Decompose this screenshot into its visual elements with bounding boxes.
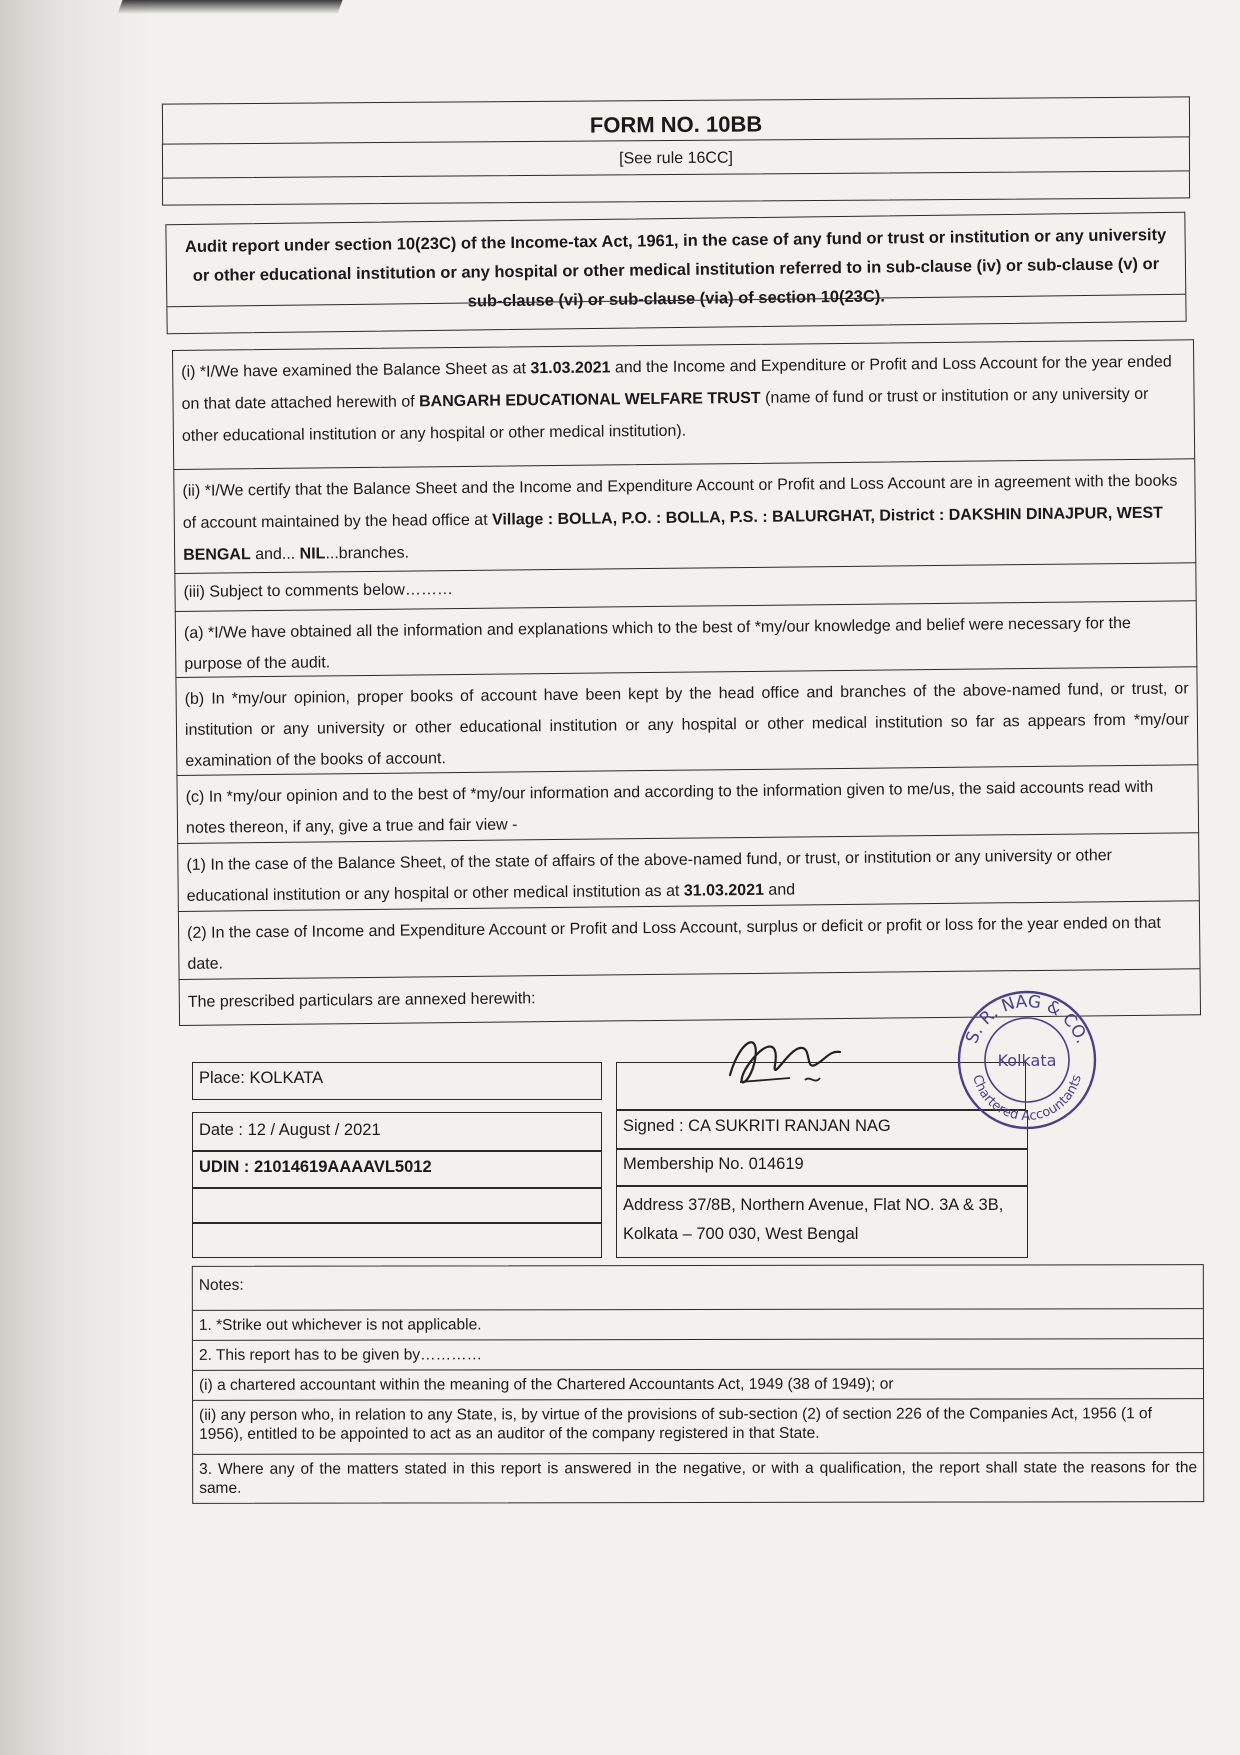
notes-box [192,1264,1204,1504]
head-office-address: Village : BOLLA, P.O. : BOLLA, P.S. : BALURGHAT, District : DAKSHIN DINAJPUR, WEST BENGAL [183,504,1163,564]
trust-name: BANGARH EDUCATIONAL WELFARE TRUST [418,389,761,411]
blank-cell-1 [192,1188,602,1224]
note-2-ii: (ii) any person who, in relation to any State, is, by virtue of the provisions of sub-section (2) of section 226 of the Companies Act, 1956 (1 of 1956), entitled to be appointed to act as an auditor of the company registered in that State. [193,1399,1203,1455]
report-body [172,339,1201,1040]
rule-reference: [See rule 16CC] [619,149,733,168]
para-1: (1) In the case of the Balance Sheet, of the state of affairs of the above-named fund, or trust, or institution or any university or other educational institution or any hospital or other medical institution as at 31.03.2021 and [177,833,1200,912]
branches-count: NIL [299,545,326,563]
page-edge-shadow [0,0,150,1755]
para-i: (i) *I/We have examined the Balance Sheet as at 31.03.2021 and the Income and Expenditure or Profit and Loss Account for the year ended on that date attached herewith of BANGARH EDUCATIONAL WELFARE TRUST (name of fund or trust or institution or any university or other educational institution or any hospital or other medical institution). [172,339,1195,470]
balance-sheet-date: 31.03.2021 [530,359,611,378]
para-a: (a) *I/We have obtained all the information and explanations which to the best of *my/our knowledge and belief were necessary for the purpose of the audit. [175,601,1198,678]
place-cell: Place: KOLKATA [192,1062,602,1100]
blank-cell-2 [192,1222,602,1258]
stamp-city: Kolkata [997,1051,1057,1070]
note-3: 3. Where any of the matters stated in this report is answered in the negative, or with a qualification, the report shall state the reasons for the same. [199,1459,1198,1497]
stamp-firm-name: S. R. NAG & CO. [962,991,1092,1047]
para-c: (c) In *my/our opinion and to the best of *my/our information and according to the information given to me/us, the said accounts read with notes thereon, if any, give a true and fair view - [176,765,1199,844]
auditor-signature [720,1020,850,1100]
para-b: (b) In *my/our opinion, proper books of account have been kept by the head office and branches of the above-named fund, or trust, or institution or any university or other educational institution or any hospital or other medical institution so far as appears from *my/our examination of the books of account. [175,667,1198,776]
scan-shadow [117,0,342,14]
signed-cell: Signed : CA SUKRITI RANJAN NAG [616,1110,1028,1150]
auditor-address-cell: Address 37/8B, Northern Avenue, Flat NO. 3A & 3B, Kolkata – 700 030, West Bengal [616,1186,1028,1258]
note-1: 1. *Strike out whichever is not applicable. [193,1309,1203,1341]
para-2: (2) In the case of Income and Expenditure Account or Profit and Loss Account, surplus or deficit or profit or loss for the year ended on that date. [178,901,1201,980]
note-2: 2. This report has to be given by………… [193,1339,1203,1371]
udin-cell: UDIN : 21014619AAAAVL5012 [192,1150,602,1188]
para-iii: (iii) Subject to comments below……… [174,563,1196,612]
firm-stamp [952,985,1102,1135]
stamp-designation: Chartered Accountants [969,1073,1085,1125]
intro-text: Audit report under section 10(23C) of the Income-tax Act, 1961, in the case of any fund or trust or institution or any university or other educational institution or any hospital or other medical institution referred to in sub-clause (iv) or sub-clause (v) or sub-clause (vi) or sub-clause (via) of section 10(23C). [184,226,1167,311]
header-row-blank [162,170,1190,205]
form-header [162,100,1190,222]
state-of-affairs-date: 31.03.2021 [683,882,765,900]
form-title: FORM NO. 10BB [589,111,763,138]
prescribed-particulars: The prescribed particulars are annexed herewith: [179,969,1201,1026]
intro-box [165,212,1186,334]
para-ii: (ii) *I/We certify that the Balance Sheet and the Income and Expenditure Account or Profit and Loss Account are in agreement with the books of account maintained by the head office at Village : BOLLA, P.O. : BOLLA, P.S. : BALURGHAT, District : DAKSHIN DINAJPUR, WEST BENGAL and... NIL...branches. [173,459,1196,574]
note-2-i: (i) a chartered accountant within the meaning of the Chartered Accountants Act, 1949 (38 of 1949); or [193,1369,1203,1401]
membership-cell: Membership No. 014619 [616,1148,1028,1186]
date-cell: Date : 12 / August / 2021 [192,1112,602,1152]
notes-heading: Notes: [193,1265,1203,1311]
